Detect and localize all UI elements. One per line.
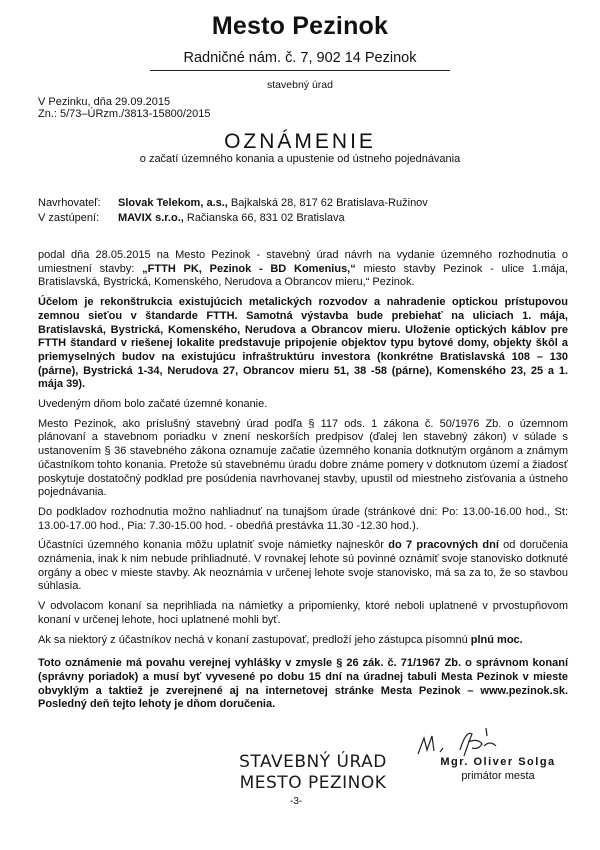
representative-label: V zastúpení: [38,212,100,224]
city-name: Mesto Pezinok [211,12,389,40]
document-body [38,249,568,718]
paragraph-text: Toto oznámenie má povahu verejnej vyhlášky v zmysle § 26 zák. č. 71/1967 Zb. o správnom konaní (správny poriadok) a musí byť vyvesené po dobu 15 dní na úradnej tabuli Mesta Pezinok v mieste obvyklým a taktiež je zverejnené aj na internetovej stránke Mesta Pezinok – www.pezinok.sk. Posledný deň tejto lehoty je dňom doručenia. [38,657,568,711]
stamp-line-2: MESTO PEZINOK [239,773,387,793]
paragraph-text: Ak sa niektorý z účastníkov nechá v konaní zastupovať, predloží jeho zástupca písomnú [38,633,471,646]
reference-number: Zn.: 5/73–ÚRzm./3813-15800/2015 [38,108,211,120]
paragraph-representation [38,634,568,648]
signature-block [418,755,578,783]
header-divider [150,70,450,71]
signatory-name: Mgr. Oliver Solga [440,756,556,768]
paragraph-text: podal dňa 28.05.2015 na Mesto Pezinok - stavebný úrad návrh na vydanie územného rozhodnutia o umiestnení stavby: [38,249,568,275]
representative-address: Račianska 66, 831 02 Bratislava [183,212,345,224]
paragraph-text: od doručenia oznámenia, inak k nim nebude prihliadnuté. V rovnakej lehote sú povinné oznámiť svoje stanovisko dotknuté orgány a obec v mieste stavby. Ak neoznámia v určenej lehote svoje stanovisko, má sa za to, že so stavbou súhlasia. [38,539,569,593]
paragraph-text: miesto stavby Pezinok - ulice 1.mája, Bratislavská, Bystrická, Komenského, Nerudova a Obrancov mieru,“ Pezinok. [38,262,568,289]
page-number: -3- [290,796,303,807]
applicant-label: Navrhovateľ: [38,197,101,209]
document-title: OZNÁMENIE [224,130,376,153]
paragraph-objections [38,539,568,594]
paragraph-appeal: V odvolacom konaní sa neprihliada na námietky a pripomienky, ktoré neboli uplatnené v prvostupňovom konaní v určenej lehote, hoci uplatnené mohli byť. [38,600,568,626]
paragraph-legal-basis: Mesto Pezinok, ako príslušný stavebný úrad podľa § 117 ods. 1 zákona č. 50/1976 Zb. o územnom plánovaní a stavebnom poriadku v znení neskorších predpisov (ďalej len stavebný zákon) v súlade s ustanovením § 36 stavebného zákona oznamuje začatie územného konania dotknutým orgánom a známym účastníkom tohto konania. Pretože sú stavebnému úradu dobre známe pomery v dotknutom území a žiadosť poskytuje dostatočný podklad pre posúdenia navrhovanej stavby, upustil od miestneho zisťovania a ústneho pojednávania. [38,417,568,499]
applicant-address: Bajkalská 28, 817 62 Bratislava-Ružinov [227,197,428,209]
paragraph-text: Účelom je rekonštrukcia existujúcich metalických rozvodov a nahradenie optickou prístupovou zemnou sieťou v štandarde FTTH. Samotná výstavba bude prebiehať na uliciach 1. mája, Bratislavská, Bystrická, Komenského, Nerudova a Obrancov mieru. Uloženie optických káblov pre FTTH štandard v riešenej lokalite predstavuje pripojenie objektov typu bytové domy, objekty škôl a priemyselných budov na existujúcu infraštruktúru investora (konkrétne Bratislavská 108 – 130 (párne), Bystrická 1-34, Nerudova 27, Obrancov mieru 51, 38 -58 (párne), Komenského 23, 25 a 1. mája 39). [38,296,568,391]
deadline: do 7 pracovných dní [388,539,499,552]
paragraph-application [38,249,568,290]
document-subtitle: o začatí územného konania a upustenie od ústneho pojednávania [139,153,461,165]
applicant-name: Slovak Telekom, a.s., [118,197,228,209]
representative-row [38,211,428,226]
date-line: V Pezinku, dňa 29.09.2015 [38,96,171,108]
representative-name: MAVIX s.r.o., [118,212,184,224]
applicant-row [38,196,428,211]
paragraph-office-hours: Do podkladov rozhodnutia možno nahliadnuť na tunajšom úrade (stránkové dni: Po: 13.00-16.00 hod., St: 13.00-17.00 hod., Pia: 7.30-15.00 hod. - obedňá prestávka 11.30 -12.30 hod.). [38,505,568,532]
city-address: Radničné nám. č. 7, 902 14 Pezinok [183,50,417,66]
office-name: stavebný úrad [267,79,333,91]
paragraph-text: Účastníci územného konania môžu uplatniť svoje námietky najneskôr [38,539,389,552]
power-of-attorney: plnú moc. [470,633,523,646]
stamp-line-1: STAVEBNÝ ÚRAD [239,752,387,772]
paragraph-purpose [38,296,568,392]
project-name: „FTTH PK, Pezinok - BD Komenius,“ [142,262,356,275]
signatory-role: primátor mesta [461,770,535,782]
paragraph-public-notice [38,657,568,712]
parties-block [38,196,428,226]
office-stamp [218,752,408,794]
paragraph-commencement: Uvedeným dňom bolo začaté územné konanie. [38,398,268,411]
